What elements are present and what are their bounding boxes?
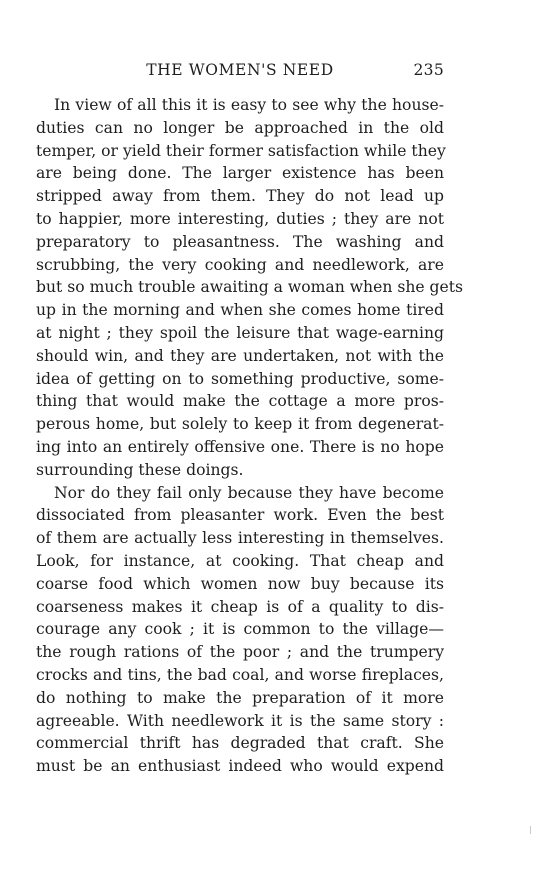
paragraph bbox=[36, 482, 444, 778]
body-text bbox=[36, 94, 464, 778]
paragraph bbox=[36, 94, 464, 482]
text-line: ing into an entirely offensive one. There is no hope bbox=[36, 437, 444, 456]
text-line: duties can no longer be approached in the old bbox=[36, 118, 444, 137]
text-line: surrounding these doings. bbox=[36, 460, 244, 479]
text-line: are being done. The larger existence has been bbox=[36, 164, 444, 183]
text-line: temper, or yield their former satisfaction while they bbox=[36, 141, 446, 160]
text-line: idea of getting on to something productive, some- bbox=[36, 369, 444, 388]
scan-artifact bbox=[530, 826, 531, 834]
text-line: thing that would make the cottage a more pros- bbox=[36, 392, 444, 411]
text-line: coarseness makes it cheap is of a quality to dis- bbox=[36, 597, 444, 616]
page-number: 235 bbox=[413, 61, 444, 79]
text-line: the rough rations of the poor ; and the trumpery bbox=[36, 643, 444, 662]
chapter-title: THE WOMEN'S NEED bbox=[146, 61, 334, 79]
text-line: should win, and they are undertaken, not with the bbox=[36, 346, 444, 365]
text-line: preparatory to pleasantness. The washing and bbox=[36, 232, 444, 251]
text-line: but so much trouble awaiting a woman when she gets bbox=[36, 278, 464, 297]
text-line: Nor do they fail only because they have become bbox=[54, 483, 444, 502]
text-line: stripped away from them. They do not lead up bbox=[36, 187, 444, 206]
text-line: commercial thrift has degraded that craft. She bbox=[36, 734, 444, 753]
text-line: agreeable. With needlework it is the same story : bbox=[36, 711, 444, 730]
book-page bbox=[36, 58, 464, 778]
running-head bbox=[36, 58, 444, 84]
text-line: of them are actually less interesting in themselves. bbox=[36, 529, 444, 548]
text-line: courage any cook ; it is common to the village— bbox=[36, 620, 444, 639]
text-line: perous home, but solely to keep it from degenerat- bbox=[36, 415, 444, 434]
text-line: at night ; they spoil the leisure that wage-earning bbox=[36, 323, 444, 342]
text-line: Look, for instance, at cooking. That cheap and bbox=[36, 551, 444, 570]
text-line: to happier, more interesting, duties ; they are not bbox=[36, 209, 444, 228]
text-line: In view of all this it is easy to see why the house- bbox=[54, 96, 444, 114]
text-line: up in the morning and when she comes home tired bbox=[36, 301, 444, 320]
text-line: crocks and tins, the bad coal, and worse fireplaces, bbox=[36, 665, 444, 684]
text-line: dissociated from pleasanter work. Even the best bbox=[36, 506, 444, 525]
text-line: must be an enthusiast indeed who would expend bbox=[36, 757, 444, 776]
text-line: scrubbing, the very cooking and needlework, are bbox=[36, 255, 444, 274]
text-line: coarse food which women now buy because its bbox=[36, 574, 444, 593]
text-line: do nothing to make the preparation of it more bbox=[36, 688, 444, 707]
